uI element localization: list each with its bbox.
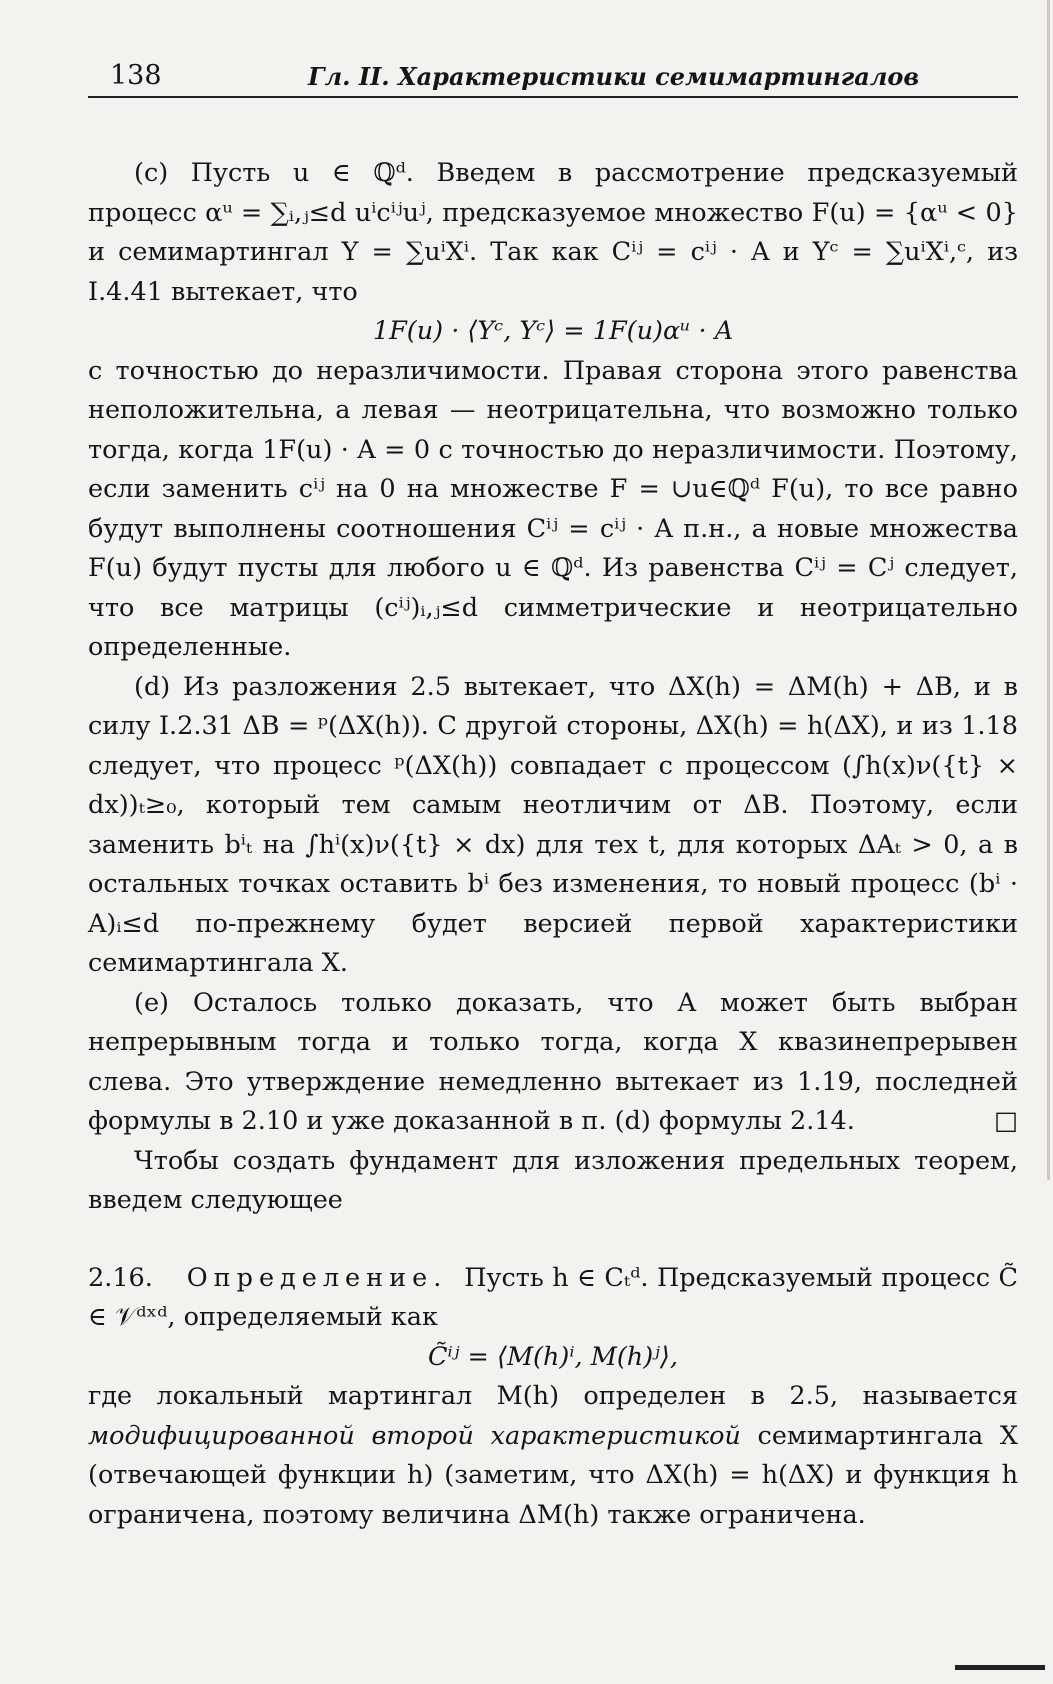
paragraph-intro: Чтобы создать фундамент для изложения предельных теорем, введем следующее xyxy=(88,1145,1018,1215)
page-number: 138 xyxy=(110,60,162,91)
paragraph-c-continued: с точностью до неразличимости. Правая сторона этого равенства неположительна, а левая — неотрицательна, что возможно только тогда, когда 1F(u) · A = 0 с точностью до неразличимости. Поэтому, если заменить cⁱʲ на 0 на множестве F = ∪u∈ℚᵈ F(u), то все равно будут выполнены соотношения Cⁱʲ = cⁱʲ · A п.н., а новые множества F(u) будут пусты для любого u ∈ ℚᵈ. Из равенства Cⁱʲ = Cʲ следует, что все матрицы (cⁱʲ)ᵢ,ⱼ≤d симметрические и неотрицательно определенные. xyxy=(88,355,1018,662)
running-head: Гл. II. Характеристики семимартингалов xyxy=(308,62,920,91)
definition-continuation xyxy=(88,1377,1018,1535)
scan-edge-line xyxy=(1047,0,1050,1180)
definition-title: Определение. xyxy=(186,1262,448,1293)
paragraph-c: (c) Пусть u ∈ ℚᵈ. Введем в рассмотрение предсказуемый процесс αᵘ = ∑ᵢ,ⱼ≤d uⁱcⁱʲuʲ, предсказуемое множество F(u) = {αᵘ < 0} и семимартингал Y = ∑uⁱXⁱ. Так как Cⁱʲ = cⁱʲ · A и Yᶜ = ∑uⁱXⁱ,ᶜ, из I.4.41 вытекает, что xyxy=(88,158,1018,307)
page-body xyxy=(88,154,1018,1535)
formula-bracket: 1F(u) · ⟨Yᶜ, Yᶜ⟩ = 1F(u)αᵘ · A xyxy=(372,316,734,346)
definition-text: Пусть h ∈ Cₜᵈ. Предсказуемый процесс C̃ ∈ 𝒱ᵈˣᵈ, определяемый как xyxy=(88,1262,1019,1332)
paragraph-d: (d) Из разложения 2.5 вытекает, что ΔX(h) = ΔM(h) + ΔB, и в силу I.2.31 ΔB = ᵖ(ΔX(h)). С другой стороны, ΔX(h) = h(ΔX), и из 1.18 следует, что процесс ᵖ(ΔX(h)) совпадает с процессом (∫h(x)ν({t} × dx))ₜ≥₀, который тем самым неотличим от ΔB. Поэтому, если заменить bⁱₜ на ∫hⁱ(x)ν({t} × dx) для тех t, для которых ΔAₜ > 0, а в остальных точках оставить bⁱ без изменения, то новый процесс (bⁱ · A)ᵢ≤d по-прежнему будет версией первой характеристики семимартингала X. xyxy=(88,671,1018,978)
definition-continuation-before: где локальный мартингал M(h) определен в 2.5, называется xyxy=(88,1381,1018,1411)
definition-2-16 xyxy=(88,1259,1018,1338)
spacer xyxy=(88,1221,1018,1259)
definition-term: модифицированной второй характеристикой xyxy=(88,1420,741,1451)
formula-modified-characteristic: C̃ⁱʲ = ⟨M(h)ⁱ, M(h)ʲ⟩, xyxy=(428,1341,678,1372)
scan-footer-mark xyxy=(955,1665,1045,1670)
definition-number: 2.16. xyxy=(88,1262,153,1293)
qed-icon: □ xyxy=(993,1106,1018,1136)
definition-continuation-after: семимартингала X (отвечающей функции h) (заметим, что ΔX(h) = h(ΔX) и функция h ограничена, поэтому величина ΔM(h) также ограничена. xyxy=(88,1420,1018,1530)
paragraph-e-text: (e) Осталось только доказать, что A может быть выбран непрерывным тогда и только тогда, когда X квазинепрерывен слева. Это утверждение немедленно вытекает из 1.19, последней формулы в 2.10 и уже доказанной в п. (d) формулы 2.14. xyxy=(88,987,1018,1136)
paragraph-e xyxy=(88,984,1018,1142)
page-header xyxy=(88,56,1018,98)
